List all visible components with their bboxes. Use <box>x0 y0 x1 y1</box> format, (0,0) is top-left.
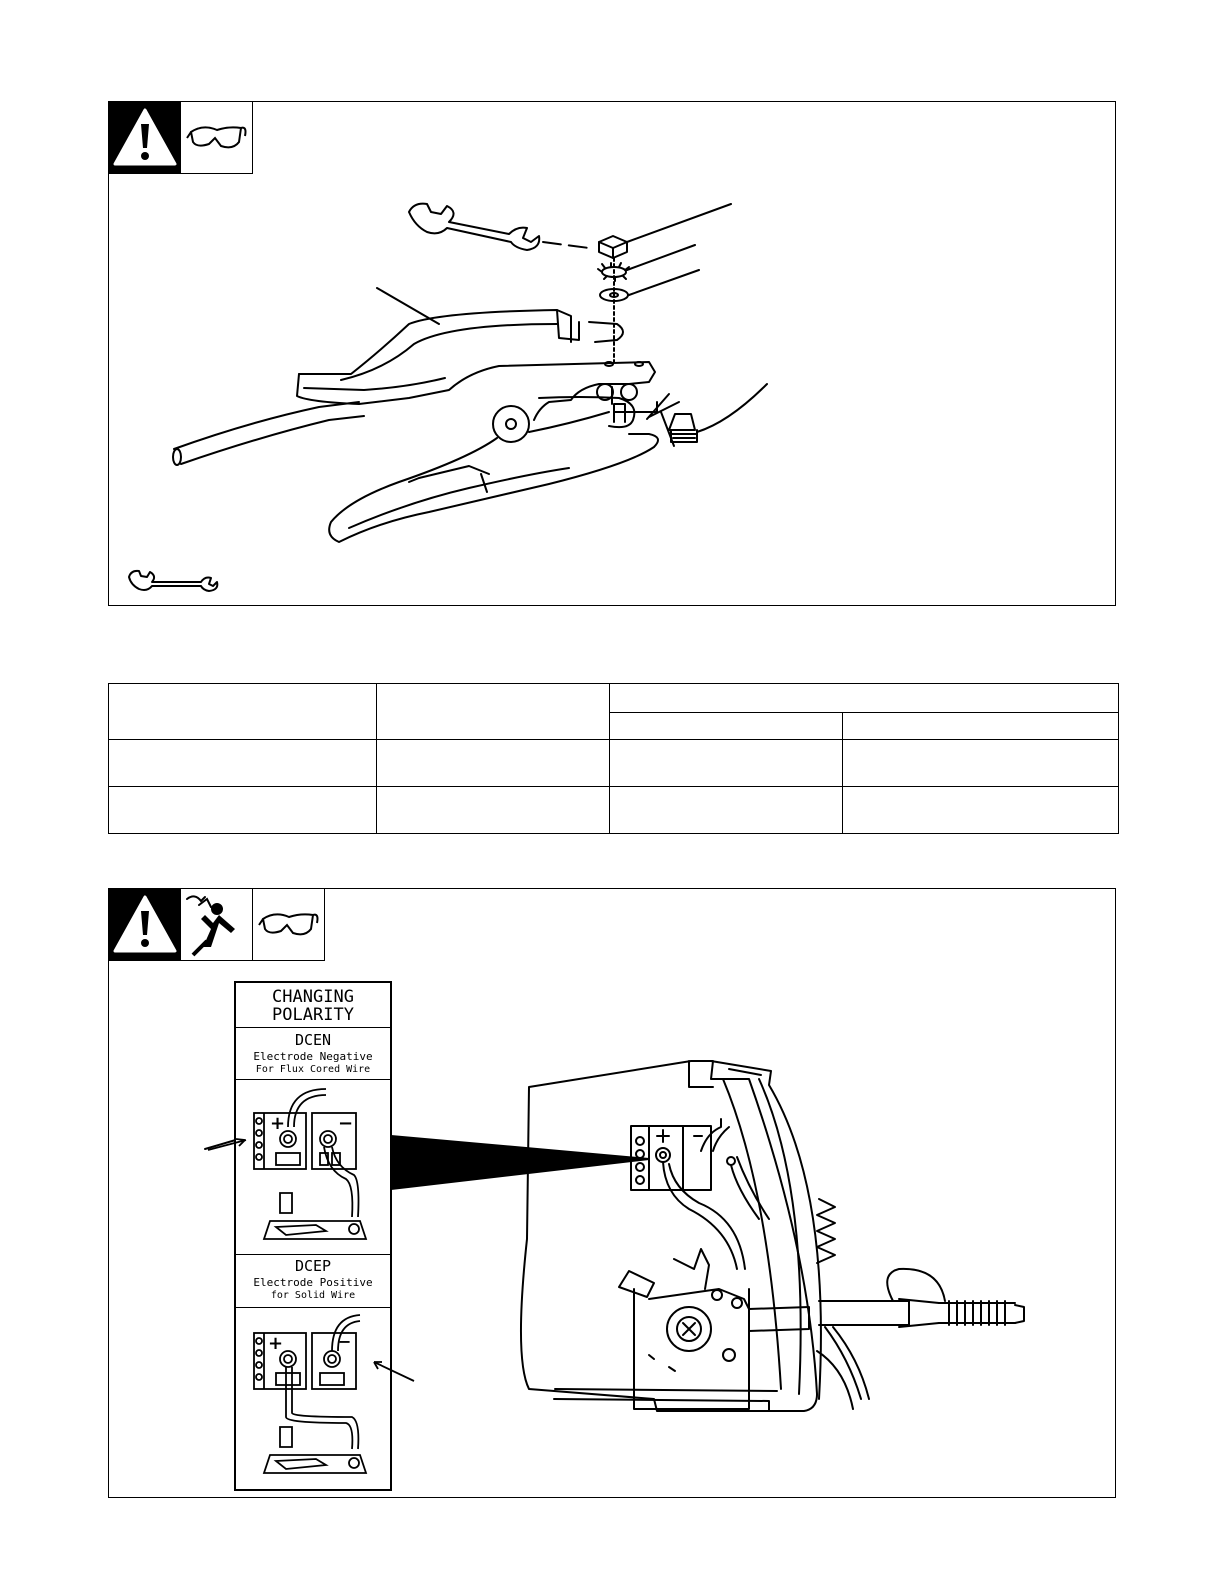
table-cell <box>843 787 1119 834</box>
table-cell <box>843 713 1119 740</box>
dcep-minus-symbol: − <box>338 1332 352 1351</box>
dcen-use: For Flux Cored Wire <box>255 1064 371 1075</box>
table-cell <box>109 684 377 740</box>
table-cell <box>109 787 377 834</box>
dcep-plus-symbol: + <box>268 1333 284 1354</box>
label-title-line1: CHANGING <box>272 987 354 1007</box>
dcep-diagram <box>236 1309 390 1489</box>
table-cell <box>610 787 843 834</box>
label-divider <box>236 1307 390 1308</box>
dcen-minus-symbol: − <box>338 1113 354 1134</box>
table-cell <box>610 740 843 787</box>
table-cell <box>610 713 843 740</box>
dcep-code: DCEP <box>294 1257 332 1275</box>
table-row <box>109 787 1119 834</box>
label-divider <box>236 1254 390 1255</box>
table-cell <box>377 787 610 834</box>
spec-table <box>108 683 1119 834</box>
table-cell <box>109 740 377 787</box>
polarity-label <box>234 981 392 1491</box>
label-title-line2: POLARITY <box>272 1005 354 1025</box>
clamp-assembly-panel <box>108 101 1116 606</box>
dcep-use: for Solid Wire <box>270 1290 356 1301</box>
table-row <box>109 740 1119 787</box>
dcen-name: Electrode Negative <box>253 1050 373 1063</box>
dcen-plus-symbol: + <box>270 1113 286 1134</box>
wrench-icon <box>409 204 539 250</box>
table-cell <box>610 684 1119 713</box>
table-cell <box>377 684 610 740</box>
dcen-code: DCEN <box>294 1031 332 1049</box>
table-cell <box>377 740 610 787</box>
dcen-diagram <box>236 1081 390 1253</box>
clamp-drawing <box>109 102 1114 602</box>
dcep-name: Electrode Positive <box>253 1276 373 1289</box>
table-row <box>109 684 1119 713</box>
label-divider <box>236 1027 390 1028</box>
label-divider <box>236 1079 390 1080</box>
table-cell <box>843 740 1119 787</box>
